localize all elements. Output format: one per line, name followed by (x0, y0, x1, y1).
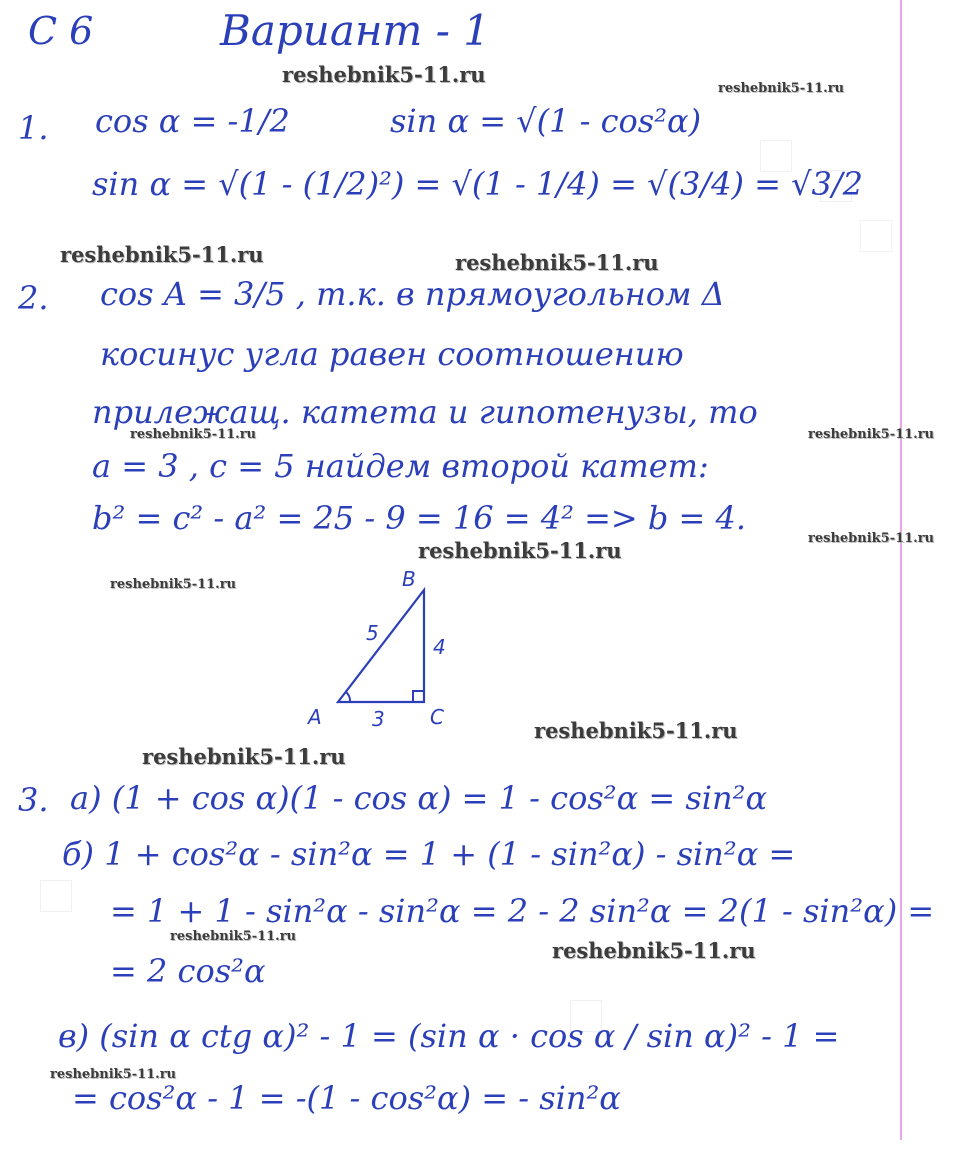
task3-part-b-line1: б) 1 + cos²α - sin²α = 1 + (1 - sin²α) - sin²α = (62, 835, 796, 873)
task3-part-b-line2: = 1 + 1 - sin²α - sin²α = 2 - 2 sin²α = 2(1 - sin²α) = (110, 892, 935, 930)
variant-title: Вариант - 1 (220, 6, 490, 55)
task3-part-a: a) (1 + cos α)(1 - cos α) = 1 - cos²α = sin²α (70, 779, 768, 817)
task2-line1: cos A = 3/5 , т.к. в прямоугольном Δ (100, 275, 725, 313)
task1-solution: sin α = √(1 - (1/2)²) = √(1 - 1/4) = √(3/4) = √3/2 (92, 165, 863, 203)
side-ac-label: 3 (372, 707, 385, 730)
task2-line3: прилежащ. катета и гипотенузы, то (92, 393, 758, 431)
vertex-a-label: A (308, 705, 322, 729)
vertex-c-label: C (430, 705, 444, 729)
angle-a-arc (346, 692, 350, 702)
task3-part-c-line2: = cos²α - 1 = -(1 - cos²α) = - sin²α (72, 1079, 621, 1117)
margin-line (900, 0, 902, 1140)
task1-formula: sin α = √(1 - cos²α) (390, 102, 702, 140)
watermark: reshebnik5-11.ru (50, 1067, 177, 1082)
right-triangle-diagram (300, 560, 470, 730)
right-angle-mark (413, 691, 424, 702)
watermark: reshebnik5-11.ru (455, 250, 659, 275)
vertex-b-label: B (402, 567, 416, 591)
side-ab-label: 5 (366, 621, 379, 645)
task3-part-c-line1: в) (sin α ctg α)² - 1 = (sin α · cos α / sin α)² - 1 = (58, 1017, 840, 1055)
side-bc-label: 4 (433, 635, 446, 659)
watermark: reshebnik5-11.ru (282, 62, 486, 87)
task3-number: 3. (18, 781, 49, 819)
triangle-shape (338, 590, 424, 702)
task2-number: 2. (18, 279, 49, 317)
grid-fragment (40, 880, 72, 912)
task3-part-b-line3: = 2 cos²α (110, 952, 266, 990)
watermark: reshebnik5-11.ru (60, 242, 264, 267)
watermark: reshebnik5-11.ru (142, 744, 346, 769)
task2-line4: a = 3 , c = 5 найдем второй катет: (92, 447, 709, 485)
watermark: reshebnik5-11.ru (418, 538, 622, 563)
watermark: reshebnik5-11.ru (718, 81, 845, 96)
watermark: reshebnik5-11.ru (110, 577, 237, 592)
grid-fragment (860, 220, 892, 252)
watermark: reshebnik5-11.ru (130, 427, 257, 442)
watermark: reshebnik5-11.ru (808, 427, 935, 442)
watermark: reshebnik5-11.ru (808, 531, 935, 546)
task1-given: cos α = -1/2 (95, 102, 290, 140)
watermark: reshebnik5-11.ru (170, 929, 297, 944)
watermark: reshebnik5-11.ru (552, 938, 756, 963)
task2-line2: косинус угла равен соотношению (100, 335, 684, 373)
task2-line5: b² = c² - a² = 25 - 9 = 16 = 4² => b = 4. (92, 499, 747, 537)
task1-number: 1. (18, 109, 49, 147)
class-label: C 6 (28, 9, 94, 53)
watermark: reshebnik5-11.ru (534, 718, 738, 743)
